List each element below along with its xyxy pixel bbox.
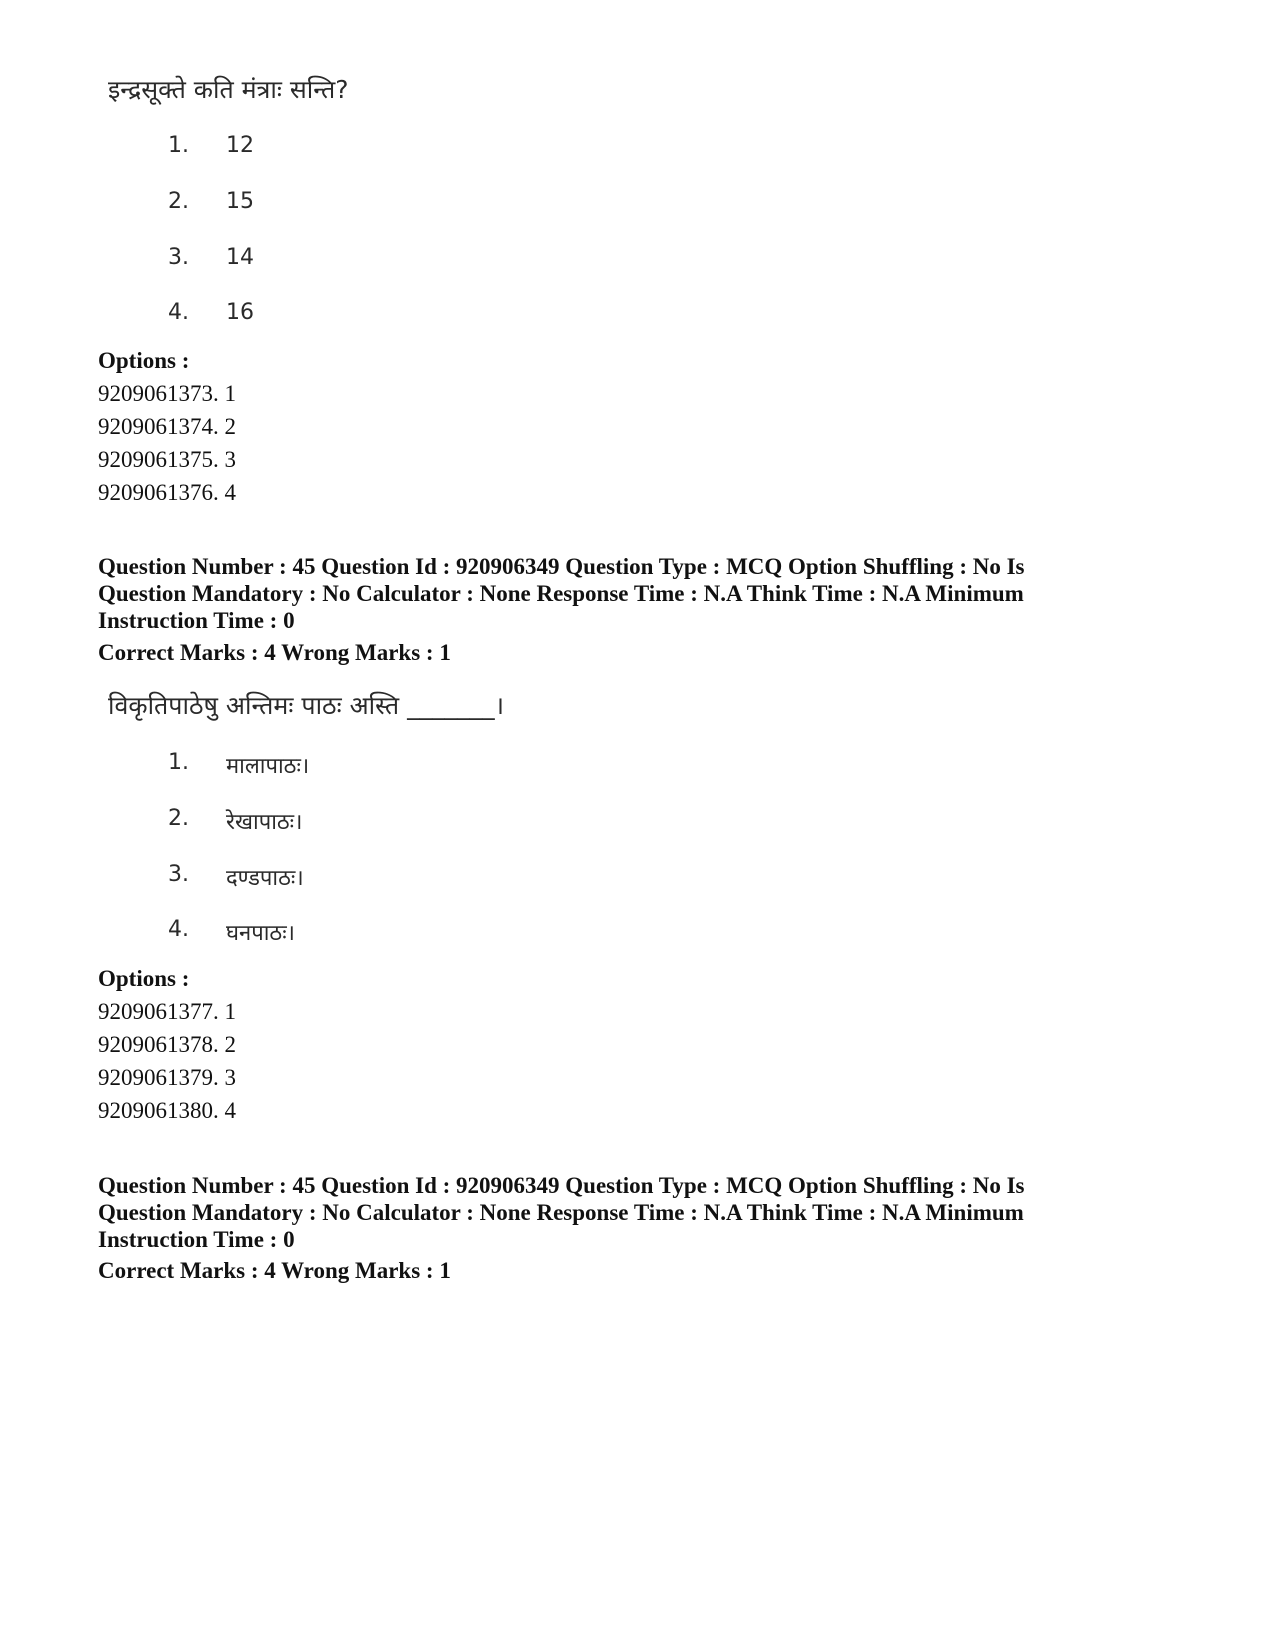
question-text: इन्द्रसूक्ते कति मंत्राः सन्ति? (108, 75, 349, 104)
option-line: 9209061380. 4 (98, 1098, 236, 1123)
option-line: 9209061376. 4 (98, 480, 236, 505)
choice-number: 2. (168, 806, 189, 831)
choice-number: 1. (168, 750, 189, 775)
choice-number: 3. (168, 862, 189, 887)
question-text: विकृतिपाठेषु अन्तिमः पाठः अस्ति _______। (108, 691, 505, 720)
question-meta: Question Number : 45 Question Id : 920906349 Question Type : MCQ Option Shuffling : No Is Question Mandatory : No Calculator : None Response Time : N.A Think Time : N.A Minimum Instruction Time : 0 (98, 1173, 1025, 1252)
options-label: Options : (98, 348, 190, 373)
choice-text: 16 (226, 300, 254, 325)
choice-text: रेखापाठः। (226, 810, 303, 835)
option-line: 9209061374. 2 (98, 414, 236, 439)
choice-text: 12 (226, 133, 254, 158)
choice-text: मालापाठः। (226, 754, 310, 779)
choice-number: 4. (168, 300, 189, 325)
option-line: 9209061375. 3 (98, 447, 236, 472)
choice-number: 3. (168, 245, 189, 270)
marks-line: Correct Marks : 4 Wrong Marks : 1 (98, 640, 451, 665)
marks-line: Correct Marks : 4 Wrong Marks : 1 (98, 1258, 451, 1283)
choice-text: 14 (226, 245, 254, 270)
option-line: 9209061379. 3 (98, 1065, 236, 1090)
question-meta: Question Number : 45 Question Id : 920906349 Question Type : MCQ Option Shuffling : No Is Question Mandatory : No Calculator : None Response Time : N.A Think Time : N.A Minimum Instruction Time : 0 (98, 554, 1025, 633)
choice-text: 15 (226, 189, 254, 214)
option-line: 9209061378. 2 (98, 1032, 236, 1057)
choice-number: 2. (168, 189, 189, 214)
choice-text: घनपाठः। (226, 921, 295, 946)
choice-number: 4. (168, 917, 189, 942)
options-label: Options : (98, 966, 190, 991)
choice-number: 1. (168, 133, 189, 158)
option-line: 9209061377. 1 (98, 999, 236, 1024)
choice-text: दण्डपाठः। (226, 866, 304, 891)
option-line: 9209061373. 1 (98, 381, 236, 406)
